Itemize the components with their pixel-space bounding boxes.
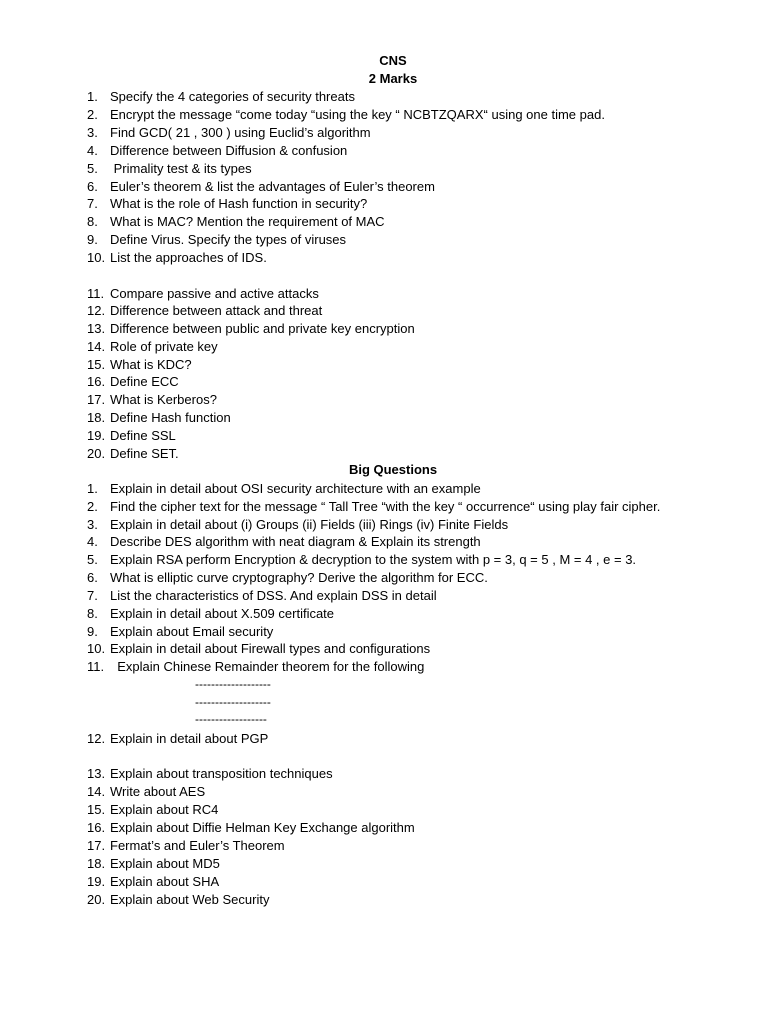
list-item: 9. Explain about Email security: [87, 624, 274, 639]
list-item: 20. Define SET.: [87, 446, 179, 461]
list-item: 13. Explain about transposition techniques: [87, 766, 333, 781]
list-item: 8. What is MAC? Mention the requirement of MAC: [87, 214, 385, 229]
blank-line: ------------------: [195, 712, 267, 726]
list-item: 3. Explain in detail about (i) Groups (ii) Fields (iii) Rings (iv) Finite Fields: [87, 517, 509, 532]
list-item: 13. Difference between public and private key encryption: [87, 321, 415, 336]
list-item: 3. Find GCD( 21 , 300 ) using Euclid’s algorithm: [87, 125, 371, 140]
list-item: 11. Explain Chinese Remainder theorem for the following: [87, 659, 425, 674]
list-item: 17. What is Kerberos?: [87, 392, 217, 407]
list-item: 4. Describe DES algorithm with neat diagram & Explain its strength: [87, 534, 481, 549]
list-item: 15. Explain about RC4: [87, 802, 219, 817]
list-item: 5. Explain RSA perform Encryption & decryption to the system with p = 3, q = 5 , M = 4 , e = 3.: [87, 552, 637, 567]
list-item: 15. What is KDC?: [87, 357, 192, 372]
list-item: 16. Explain about Diffie Helman Key Exchange algorithm: [87, 820, 415, 835]
list-item: 6. Euler’s theorem & list the advantages of Euler’s theorem: [87, 179, 435, 194]
blank-line: -------------------: [195, 695, 271, 709]
list-item: 7. What is the role of Hash function in security?: [87, 196, 368, 211]
list-item: 9. Define Virus. Specify the types of viruses: [87, 232, 347, 247]
list-item: 14. Role of private key: [87, 339, 218, 354]
list-item: 4. Difference between Diffusion & confusion: [87, 143, 348, 158]
list-item: 2. Find the cipher text for the message “ Tall Tree “with the key “ occurrence“ using play fair cipher.: [87, 499, 661, 514]
list-item: 12. Explain in detail about PGP: [87, 731, 269, 746]
list-item: 2. Encrypt the message “come today “using the key “ NCBTZQARX“ using one time pad.: [87, 107, 605, 122]
list-item: 1. Explain in detail about OSI security architecture with an example: [87, 481, 481, 496]
list-item: 8. Explain in detail about X.509 certificate: [87, 606, 335, 621]
list-item: 5. Primality test & its types: [87, 161, 252, 176]
list-item: 1. Specify the 4 categories of security threats: [87, 89, 355, 104]
section-heading-big-questions: Big Questions: [348, 462, 438, 477]
list-item: 14. Write about AES: [87, 784, 206, 799]
list-item: 20. Explain about Web Security: [87, 892, 270, 907]
list-item: 19. Define SSL: [87, 428, 176, 443]
document-title: CNS: [379, 53, 407, 68]
list-item: 10. Explain in detail about Firewall types and configurations: [87, 641, 431, 656]
list-item: 7. List the characteristics of DSS. And explain DSS in detail: [87, 588, 437, 603]
list-item: 12. Difference between attack and threat: [87, 303, 323, 318]
list-item: 17. Fermat’s and Euler’s Theorem: [87, 838, 285, 853]
list-item: 18. Define Hash function: [87, 410, 231, 425]
list-item: 19. Explain about SHA: [87, 874, 220, 889]
blank-line: -------------------: [195, 677, 271, 691]
list-item: 18. Explain about MD5: [87, 856, 220, 871]
list-item: 11. Compare passive and active attacks: [87, 286, 319, 301]
list-item: 16. Define ECC: [87, 374, 179, 389]
list-item: 10. List the approaches of IDS.: [87, 250, 267, 265]
list-item: 6. What is elliptic curve cryptography? Derive the algorithm for ECC.: [87, 570, 488, 585]
section-heading-2-marks: 2 Marks: [368, 71, 418, 86]
